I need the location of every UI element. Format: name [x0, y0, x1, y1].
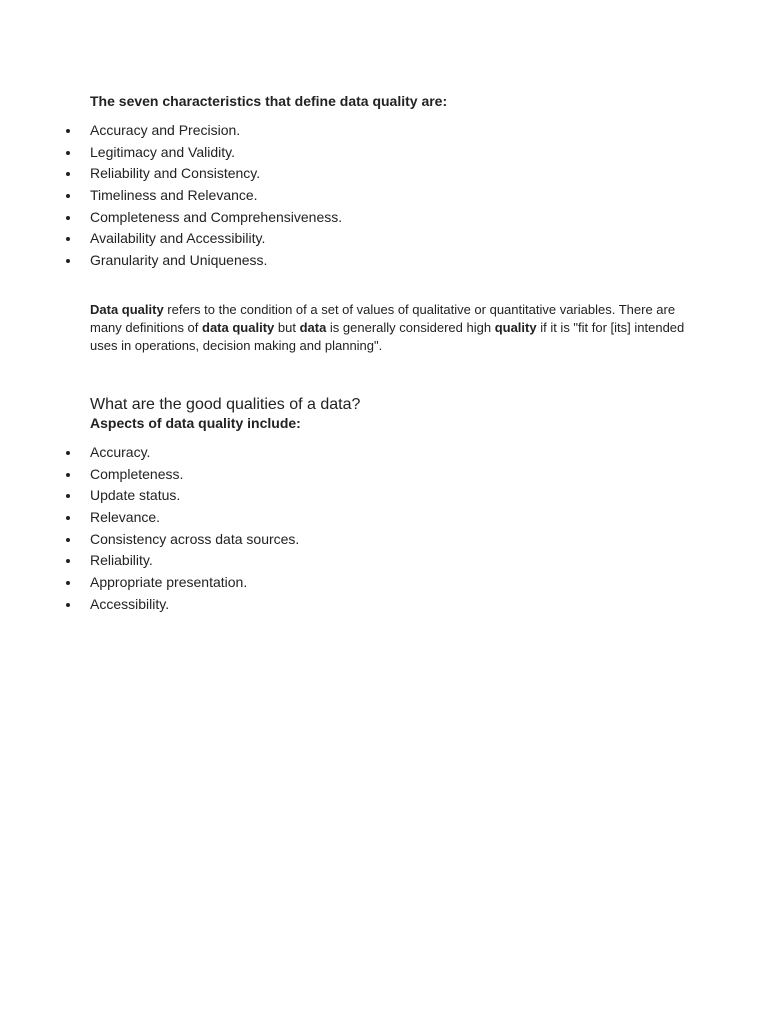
definition-text: is generally considered high [326, 320, 495, 335]
bullet-icon [66, 581, 70, 585]
list-item-text: Accessibility. [90, 595, 170, 612]
bullet-icon [66, 194, 70, 198]
list-item [0, 163, 700, 185]
bullet-icon [66, 559, 70, 563]
section-heading-aspects: Aspects of data quality include: [90, 415, 301, 431]
section-heading-characteristics: The seven characteristics that define data quality are: [90, 93, 448, 109]
list-item [0, 120, 700, 142]
definition-bold-term: Data quality [90, 302, 164, 317]
list-item [0, 529, 700, 551]
list-item [0, 594, 700, 616]
bullet-icon [66, 603, 70, 607]
list-item [0, 185, 700, 207]
list-item-text: Completeness and Comprehensiveness. [90, 208, 343, 225]
list-item [0, 550, 700, 572]
definition-text: refers to the condition of a set of values of qualitative or quantitative variables. There are many definitions of [90, 302, 676, 335]
definition-text: but [274, 320, 300, 335]
list-item-text: Completeness. [90, 465, 184, 482]
bullet-icon [66, 494, 70, 498]
definition-bold-term: data [299, 320, 327, 335]
list-item [0, 464, 700, 486]
bullet-icon [66, 516, 70, 520]
list-item-text: Accuracy and Precision. [90, 122, 241, 138]
bullet-icon [66, 259, 70, 263]
bullet-icon [66, 538, 70, 542]
bullet-icon [66, 172, 70, 176]
list-item-text: Legitimacy and Validity. [90, 143, 235, 160]
question-heading: What are the good qualities of a data? [90, 396, 361, 413]
bullet-icon [66, 237, 70, 241]
list-item-text: Relevance. [90, 509, 161, 526]
list-item [0, 442, 700, 464]
list-item [0, 485, 700, 507]
list-item [0, 507, 700, 529]
list-item-text: Appropriate presentation. [90, 574, 248, 591]
definition-bold-term: quality [494, 320, 537, 335]
list-item-text: Reliability and Consistency. [90, 165, 261, 182]
bullet-icon [66, 129, 70, 133]
bullet-icon [66, 473, 70, 477]
list-item-text: Timeliness and Relevance. [90, 187, 258, 204]
definition-bold-term: data quality [202, 320, 275, 335]
definition-paragraph [90, 301, 690, 355]
aspects-list [0, 442, 700, 616]
list-item-text: Consistency across data sources. [90, 530, 300, 547]
list-item-text: Update status. [90, 487, 181, 504]
list-item [0, 228, 700, 250]
list-item-text: Reliability. [90, 552, 153, 569]
definition-text: if it is "fit for [its] intended uses in operations, decision making and planning". [90, 320, 685, 353]
list-item [0, 572, 700, 594]
characteristics-list [0, 120, 700, 272]
list-item [0, 250, 700, 272]
list-item [0, 142, 700, 164]
list-item-text: Accuracy. [90, 444, 151, 460]
bullet-icon [66, 151, 70, 155]
list-item-text: Availability and Accessibility. [90, 230, 266, 247]
list-item-text: Granularity and Uniqueness. [90, 252, 268, 269]
bullet-icon [66, 451, 70, 455]
bullet-icon [66, 216, 70, 220]
list-item [0, 207, 700, 229]
